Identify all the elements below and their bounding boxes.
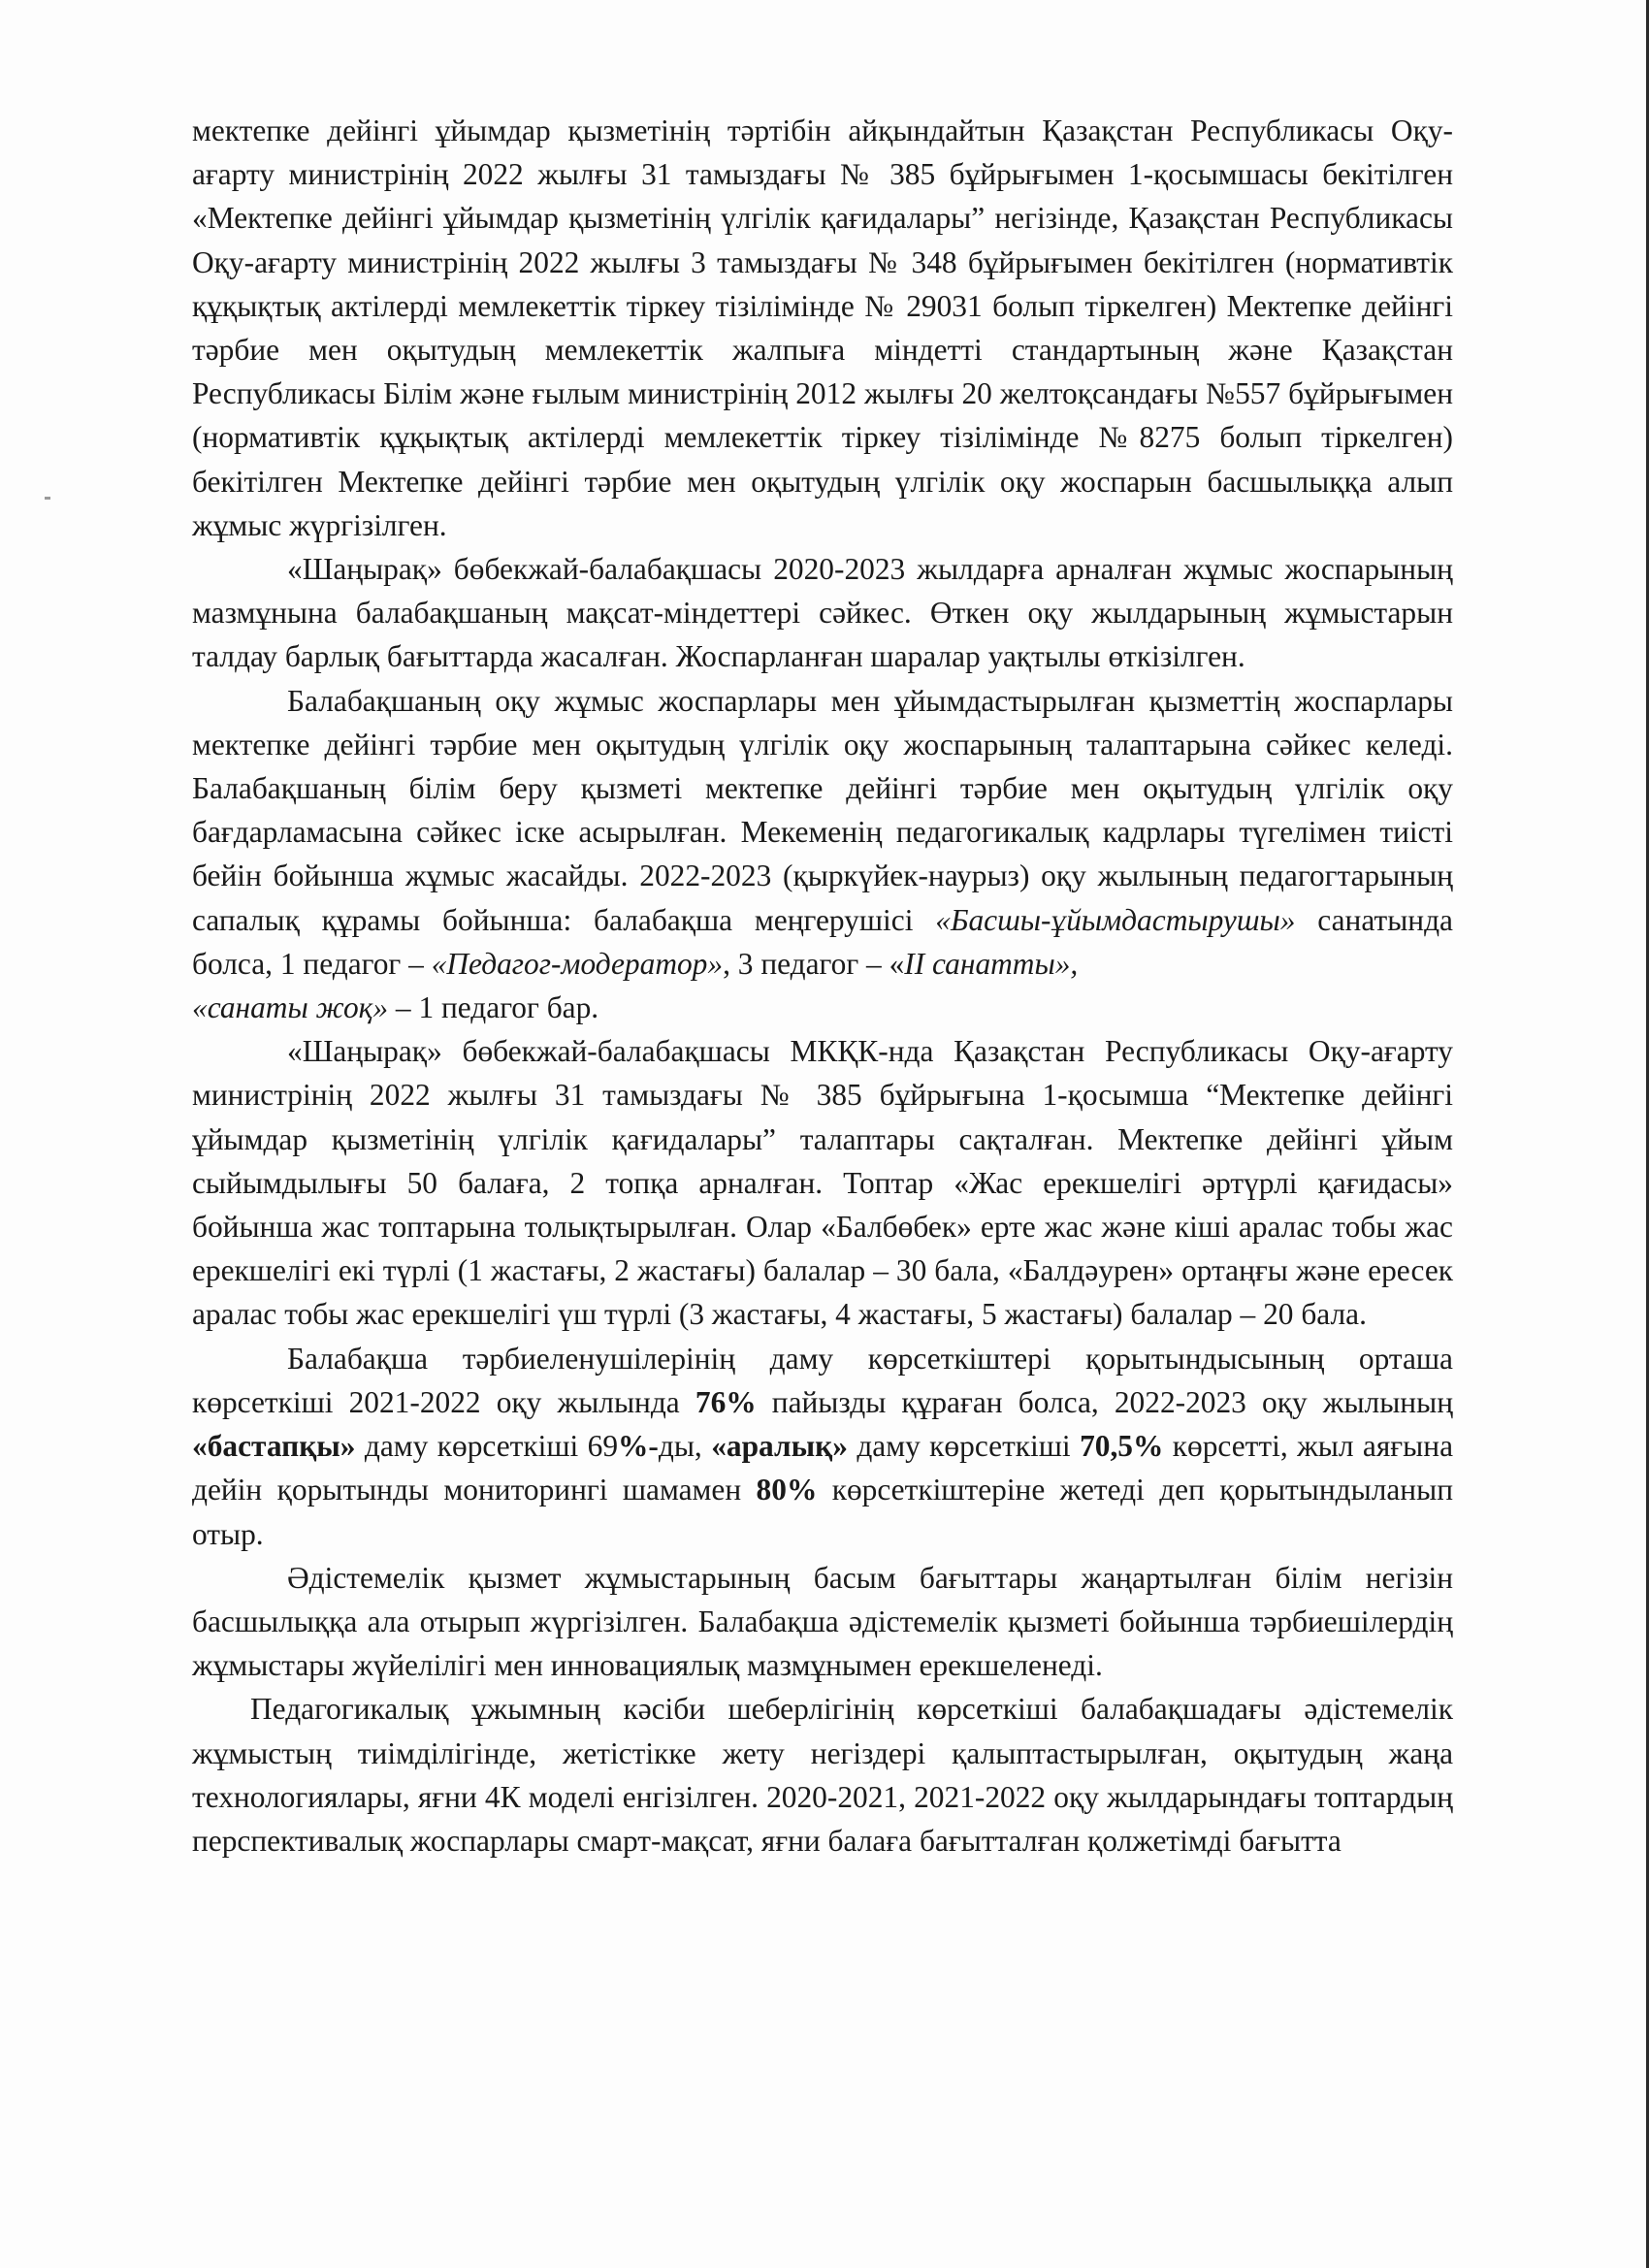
p3-italic-moderator: «Педагог-модератор» [431, 946, 724, 981]
p5-text-c: пайызды құраған болса, 2022-2023 оқу жылының [756, 1384, 1453, 1419]
paragraph-4: «Шаңырақ» бөбекжай-балабақшасы МКҚК-нда Қазақстан Республикасы Оқу-ағарту министрінің 2022 жылғы 31 тамыздағы № 385 бұйрығына 1-қосымша “Мектепке дейінгі ұйымдар қызметінің үлгілік қағидалары” талаптары сақталған. Мектепке дейінгі ұйым сыйымдылығы 50 балаға, 2 топқа арналған. Топтар «Жас ерекшелігі әртүрлі қағидасы» бойынша жас топтарына толықтырылған. Олар «Балбөбек» ерте жас және кіші аралас тобы жас ерекшелігі екі түрлі (1 жастағы, 2 жастағы) балалар – 30 бала, «Балдәурен» ортаңғы және ересек аралас тобы жас ерекшелігі үш түрлі (3 жастағы, 4 жастағы, 5 жастағы) балалар – 20 бала. [192, 1034, 1453, 1332]
p5-bold-70-5: 70,5% [1080, 1429, 1164, 1464]
document-body [192, 109, 1453, 1863]
p5-text-m: көрсеткіштеріне жетеді деп қорытындыланып отыр. [192, 1473, 1453, 1551]
scan-speck [45, 497, 50, 500]
p3-italic-director-category: «Басшы-ұйымдастырушы» [935, 902, 1296, 937]
p5-text-g: ды, [658, 1429, 712, 1464]
p5-bold-percent: %- [618, 1429, 659, 1464]
p3-text-c: санатында болса, 1 педагог – [192, 902, 1453, 981]
p5-bold-80: 80% [756, 1473, 818, 1507]
p3-text-a: Балабақшаның оқу жұмыс жоспарлары мен ұйымдастырылған қызметтің жоспарлары мектепке дейінгі тәрбие мен оқытудың үлгілік оқу жоспарының талаптарына сәйкес келеді. Балабақшаның білім беру қызметі мектепке дейінгі тәрбие мен оқытудың үлгілік оқу бағдарламасына сәйкес іске асырылған. Мекеменің педагогикалық кадрлары түгелімен тиісті бейін бойынша жұмыс жасайды. 2022-2023 (қыркүйек-наурыз) оқу жылының педагогтарының сапалық құрамы бойынша: балабақша меңгерушісі [192, 683, 1453, 937]
paragraph-5 [192, 1337, 1453, 1556]
paragraph-6: Әдістемелік қызмет жұмыстарының басым бағыттары жаңартылған білім негізін басшылыққа ала отырып жүргізілген. Балабақша әдістемелік қызметі бойынша тәрбиешілердің жұмыстары жүйелілігі мен инновациялық мазмұнымен ерекшеленеді. [192, 1560, 1453, 1683]
p5-text-k: көрсетті, жыл аяғына дейін қорытынды мониторингі шамамен [192, 1429, 1453, 1507]
p5-bold-76: 76% [695, 1384, 757, 1419]
p5-text-i: даму көрсеткіші [847, 1429, 1081, 1464]
paragraph-3 [192, 679, 1453, 1030]
p3-text-e: , 3 педагог – « [723, 946, 905, 981]
paragraph-2: «Шаңырақ» бөбекжай-балабақшасы 2020-2023 жылдарға арналған жұмыс жоспарының мазмұнына балабақшаның мақсат-міндеттері сәйкес. Өткен оқу жылдарының жұмыстарын талдау барлық бағыттарда жасалған. Жоспарланған шаралар уақтылы өткізілген. [192, 552, 1453, 674]
paragraph-1: мектепке дейінгі ұйымдар қызметінің тәртібін айқындайтын Қазақстан Республикасы Оқу-ағарту министрінің 2022 жылғы 31 тамыздағы № 385 бұйрығымен 1-қосымшасы бекітілген «Мектепке дейінгі ұйымдар қызметінің үлгілік қағидалары” негізінде, Қазақстан Республикасы Оқу-ағарту министрінің 2022 жылғы 3 тамыздағы № 348 бұйрығымен бекітілген (нормативтік құқықтық актілерді мемлекеттік тіркеу тізілімінде № 29031 болып тіркелген) Мектепке дейінгі тәрбие мен оқытудың мемлекеттік жалпыға міндетті стандартының және Қазақстан Республикасы Білім және ғылым министрінің 2012 жылғы 20 желтоқсандағы №557 бұйрығымен (нормативтік құқықтық актілерді мемлекеттік тіркеу тізілімінде №8275 болып тіркелген) бекітілген Мектепке дейінгі тәрбие мен оқытудың үлгілік оқу жоспарын басшылыққа алып жұмыс жүргізілген. [192, 113, 1453, 542]
p3-italic-second-category: ІІ санатты», [904, 946, 1079, 981]
p3-italic-no-category: «санаты жоқ» [192, 990, 389, 1025]
p5-bold-initial: «бастапқы» [192, 1429, 356, 1464]
p3-text-h: – 1 педагог бар. [388, 990, 599, 1025]
p5-text-a: Балабақша тәрбиеленушілерінің даму көрсеткіштері қорытындысының орташа көрсеткіші 2021-2022 оқу жылында [192, 1341, 1453, 1419]
p5-bold-intermediate: «аралық» [711, 1429, 848, 1464]
p5-text-e: даму көрсеткіші 69 [355, 1429, 619, 1464]
paragraph-7: Педагогикалық ұжымның кәсіби шеберлігінің көрсеткіші балабақшадағы әдістемелік жұмыстың тиімділігінде, жетістікке жету негіздері қалыптастырылған, оқытудың жаңа технологиялары, яғни 4К моделі енгізілген. 2020-2021, 2021-2022 оқу жылдарындағы топтардың перспективалық жоспарлары смарт-мақсат, яғни балаға бағытталған қолжетімді бағытта [192, 1692, 1453, 1858]
